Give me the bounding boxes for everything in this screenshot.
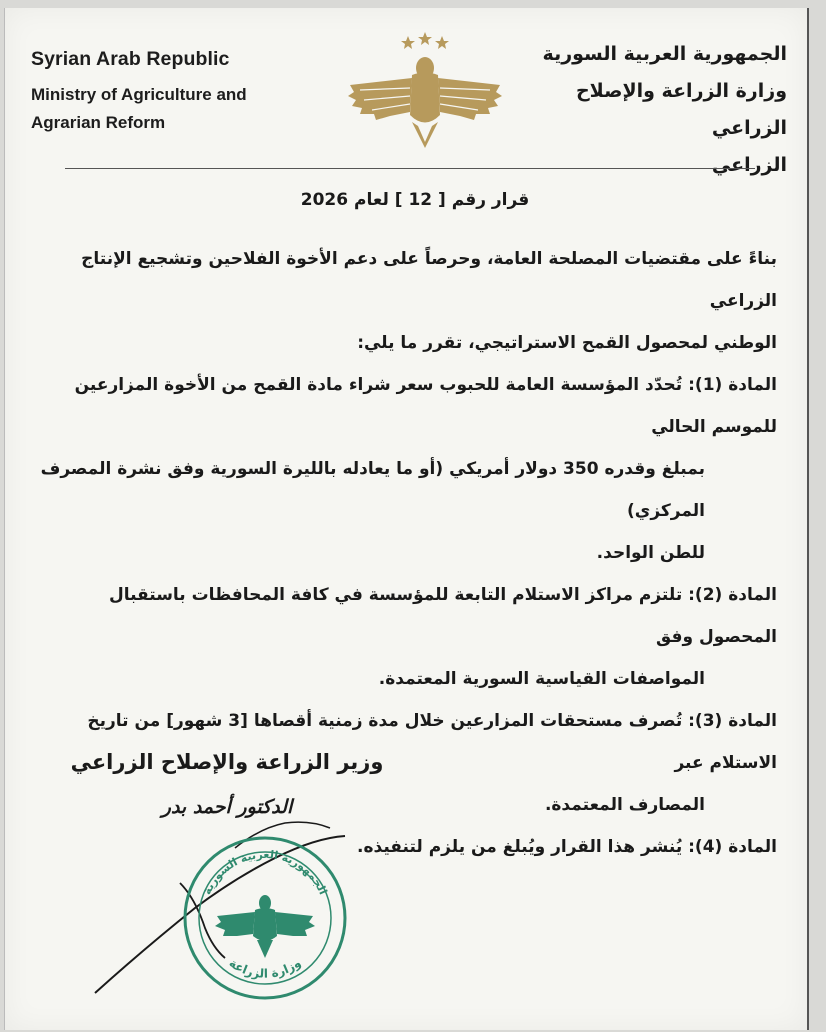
english-ministry-line2: Agrarian Reform	[31, 113, 166, 132]
document-page	[4, 8, 809, 1030]
article-4-line1: يُنشر هذا القرار ويُبلغ من يلزم لتنفيذه.	[357, 837, 683, 857]
article-2-line2: المواصفات القياسية السورية المعتمدة.	[378, 669, 705, 689]
svg-text:وزارة الزراعة: وزارة الزراعة	[226, 955, 304, 981]
arabic-ministry-suffix: الزراعي	[711, 154, 787, 176]
minister-title: وزير الزراعة والإصلاح الزراعي	[70, 750, 384, 774]
article-2-label: المادة (2):	[688, 585, 777, 605]
english-ministry-line1: Ministry of Agriculture and	[31, 85, 247, 104]
svg-text:الجمهورية العربية السورية: الجمهورية العربية السورية	[200, 847, 330, 897]
english-country-name: Syrian Arab Republic	[31, 48, 230, 70]
article-1-line3: للطن الواحد.	[596, 543, 705, 563]
eagle-emblem-icon	[340, 30, 510, 150]
preamble-line2: الوطني لمحصول القمح الاستراتيجي، تقرر ما يلي:	[357, 333, 777, 353]
minister-name: الدكتور أحمد بدر	[161, 796, 293, 818]
article-1-label: المادة (1):	[688, 375, 777, 395]
article-3-label: المادة (3):	[688, 711, 777, 731]
article-1	[27, 364, 777, 574]
article-3-line2: المصارف المعتمدة.	[544, 795, 705, 815]
article-2-line1: تلتزم مراكز الاستلام التابعة للمؤسسة في كافة المحافظات باستقبال المحصول وفق	[108, 585, 777, 647]
arabic-letterhead	[527, 36, 787, 184]
article-3-line1: تُصرف مستحقات المزارعين خلال مدة زمنية أقصاها [3 شهور] من تاريخ الاستلام عبر	[87, 711, 777, 773]
article-2	[27, 574, 777, 700]
header-divider	[65, 168, 755, 169]
ministry-stamp-icon	[185, 838, 345, 998]
handwritten-signature-and-stamp	[85, 788, 445, 1008]
article-1-line2: بمبلغ وقدره 350 دولار أمريكي (أو ما يعادله بالليرة السورية وفق نشرة المصرف المركزي)	[40, 459, 705, 521]
arabic-ministry-name: وزارة الزراعة والإصلاح الزراعي	[575, 80, 787, 139]
preamble-line1: بناءً على مقتضيات المصلحة العامة، وحرصاً على دعم الأخوة الفلاحين وتشجيع الإنتاج الزراعي	[81, 249, 777, 311]
decision-title: قرار رقم [ 12 ] لعام 2026	[300, 190, 530, 210]
arabic-country-name: الجمهورية العربية السورية	[542, 43, 787, 65]
article-4-label: المادة (4):	[688, 837, 777, 857]
english-letterhead	[31, 48, 247, 137]
article-1-line1: تُحدّد المؤسسة العامة للحبوب سعر شراء مادة القمح من الأخوة المزارعين للموسم الحالي	[74, 375, 777, 437]
